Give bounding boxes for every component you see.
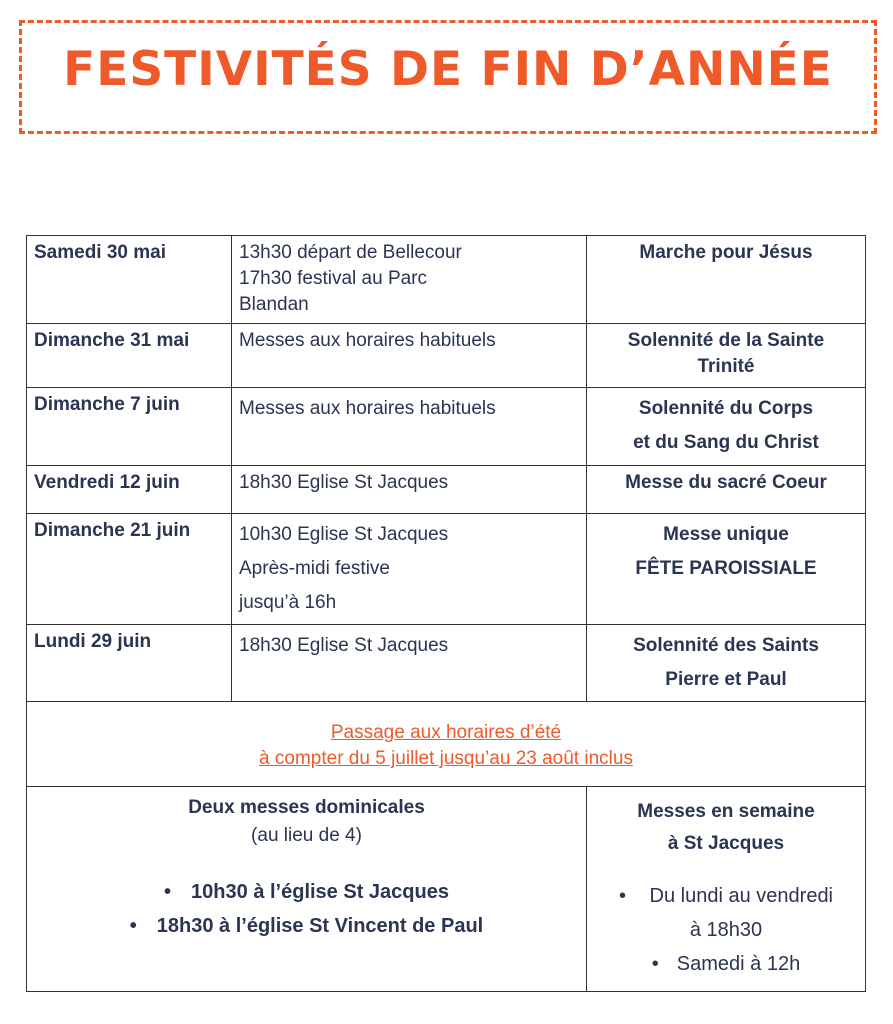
event-name-line: Solennité de la Sainte xyxy=(627,330,825,351)
event-details xyxy=(232,324,587,388)
list-item: • 18h30 à l’église St Vincent de Paul xyxy=(37,909,576,943)
sunday-subheading: (au lieu de 4) xyxy=(251,825,362,846)
event-detail-line: Après-midi festive xyxy=(239,558,390,579)
summer-notice xyxy=(27,702,866,787)
event-name xyxy=(587,625,866,702)
event-detail-line: 18h30 Eglise St Jacques xyxy=(239,472,449,493)
event-detail-line: 17h30 festival au Parc xyxy=(239,268,428,289)
event-detail-line: Messes aux horaires habituels xyxy=(239,330,496,351)
event-name-line: Solennité des Saints xyxy=(633,635,819,656)
event-date: Lundi 29 juin xyxy=(27,625,232,702)
summer-notice-line1: Passage aux horaires d’été xyxy=(330,722,562,743)
event-name-line: Solennité du Corps xyxy=(638,398,814,419)
weekday-masses-cell xyxy=(587,787,866,992)
weekday-heading-1: Messes en semaine xyxy=(637,801,815,822)
event-date: Samedi 30 mai xyxy=(27,236,232,324)
list-item: • 10h30 à l’église St Jacques xyxy=(37,875,576,909)
table-row xyxy=(27,466,866,514)
event-name-line: Pierre et Paul xyxy=(665,669,787,690)
event-details xyxy=(232,466,587,514)
event-name xyxy=(587,388,866,466)
weekday-mass-list xyxy=(594,879,858,981)
event-details xyxy=(232,625,587,702)
event-name xyxy=(587,236,866,324)
table-row xyxy=(27,388,866,466)
sunday-masses-cell xyxy=(27,787,587,992)
event-name-line: Messe unique xyxy=(663,524,789,545)
event-details xyxy=(232,514,587,625)
sunday-heading: Deux messes dominicales xyxy=(188,797,425,818)
event-detail-line: 13h30 départ de Bellecour xyxy=(239,242,462,263)
schedule-table xyxy=(26,235,866,992)
event-name-line: Marche pour Jésus xyxy=(639,242,813,263)
event-name xyxy=(587,514,866,625)
event-date: Dimanche 7 juin xyxy=(27,388,232,466)
event-details xyxy=(232,388,587,466)
table-row xyxy=(27,514,866,625)
table-row xyxy=(27,625,866,702)
event-name xyxy=(587,324,866,388)
weekday-item1-line2: à 18h30 xyxy=(689,919,763,941)
event-date: Dimanche 21 juin xyxy=(27,514,232,625)
event-details xyxy=(232,236,587,324)
event-name-line: Trinité xyxy=(697,356,755,377)
event-name-line: FÊTE PAROISSIALE xyxy=(635,558,817,579)
sunday-mass-list xyxy=(37,875,576,943)
weekday-item1-line1: Du lundi au vendredi xyxy=(649,885,834,907)
summer-schedule-row xyxy=(27,787,866,992)
weekday-heading-2: à St Jacques xyxy=(667,833,785,854)
page-title: FESTIVITÉS DE FIN D’ANNÉE xyxy=(63,42,833,97)
event-date: Dimanche 31 mai xyxy=(27,324,232,388)
list-item xyxy=(594,879,858,947)
table-row xyxy=(27,236,866,324)
event-detail-line: 18h30 Eglise St Jacques xyxy=(239,635,449,656)
event-detail-line: jusqu’à 16h xyxy=(239,592,337,613)
event-date: Vendredi 12 juin xyxy=(27,466,232,514)
summer-notice-row xyxy=(27,702,866,787)
event-name xyxy=(587,466,866,514)
table-row xyxy=(27,324,866,388)
summer-notice-line2: à compter du 5 juillet jusqu’au 23 août inclus xyxy=(259,748,633,769)
event-name-line: Messe du sacré Coeur xyxy=(625,472,827,493)
event-detail-line: Blandan xyxy=(239,294,309,315)
event-detail-line: Messes aux horaires habituels xyxy=(239,398,496,419)
list-item: • Samedi à 12h xyxy=(594,947,858,981)
event-detail-line: 10h30 Eglise St Jacques xyxy=(239,524,449,545)
event-name-line: et du Sang du Christ xyxy=(633,432,819,453)
